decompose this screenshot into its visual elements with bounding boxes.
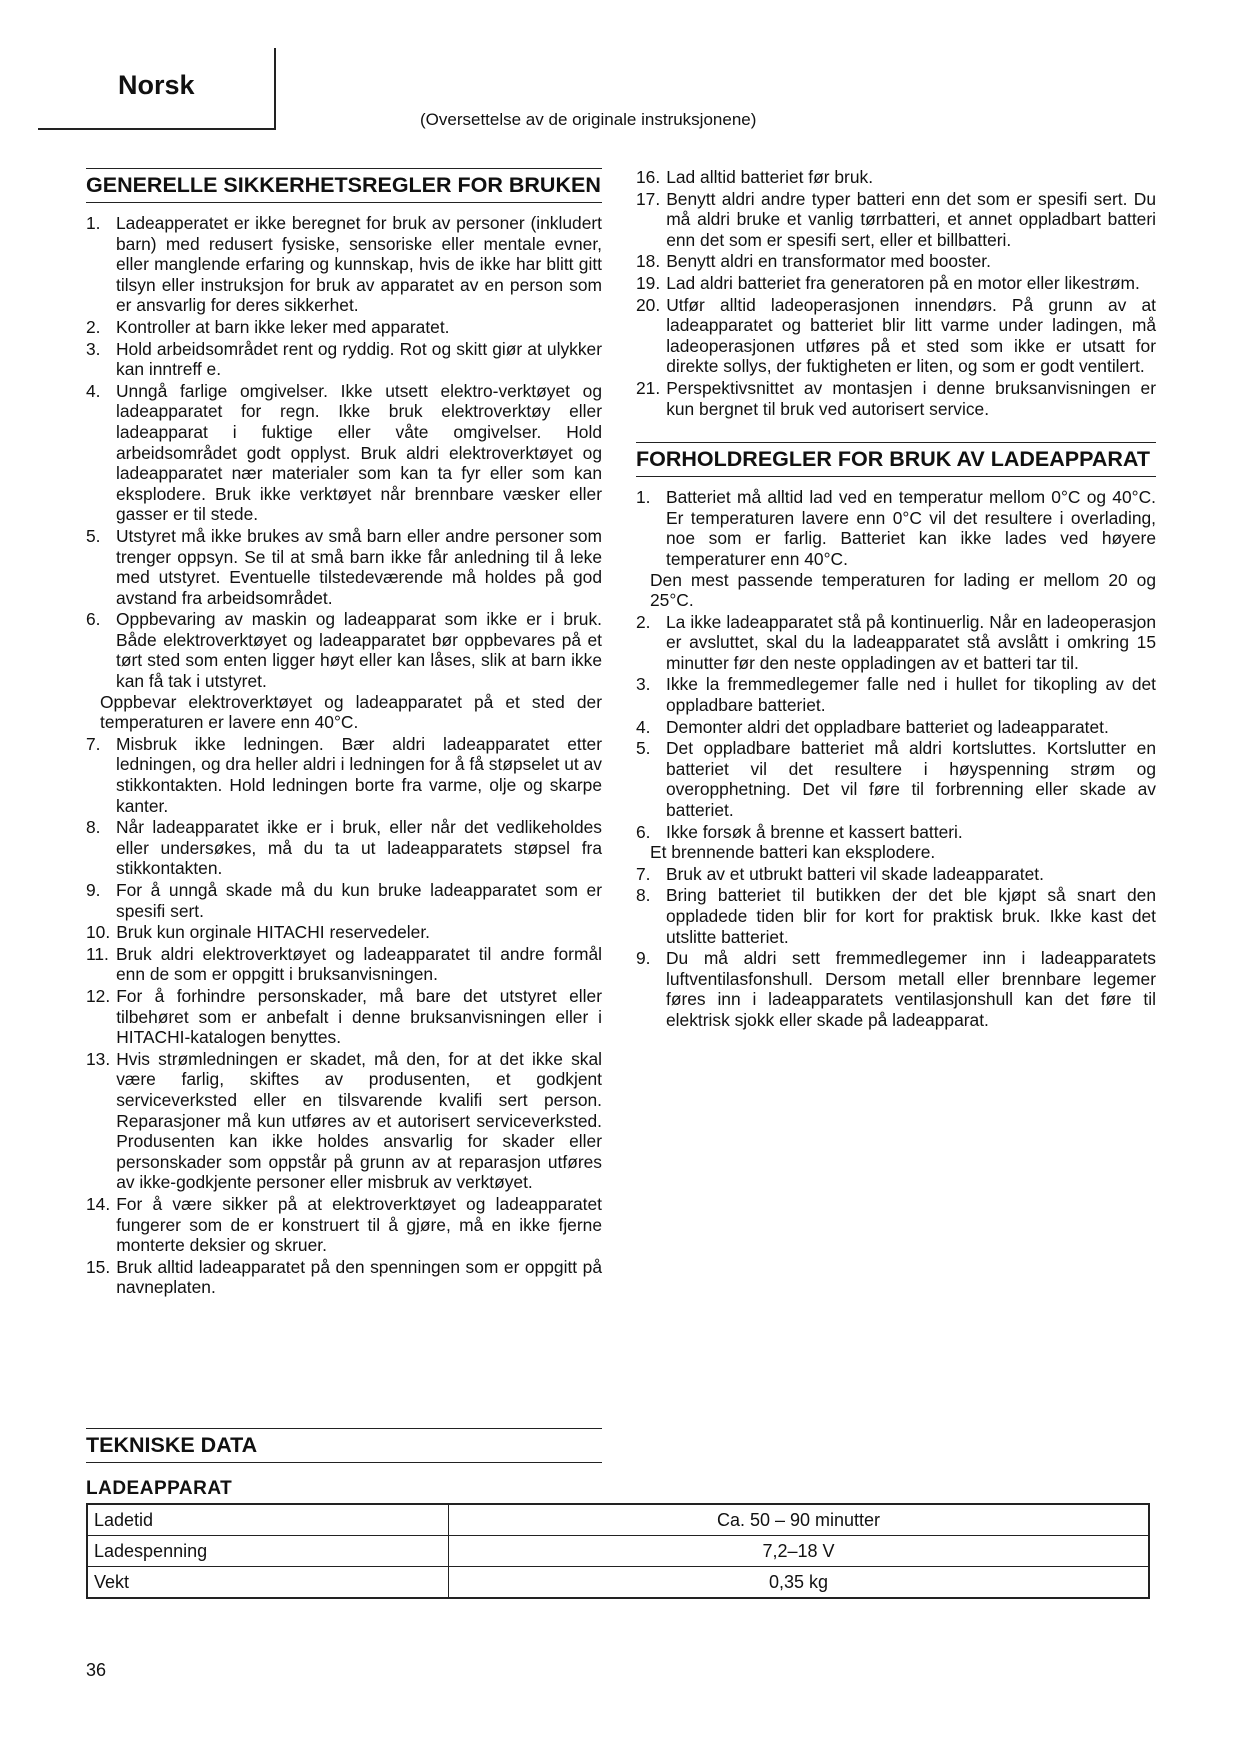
language-tab [38, 48, 276, 130]
spec-value: 7,2–18 V [449, 1536, 1150, 1567]
list-item: 2. Kontroller at barn ikke leker med apparatet. [86, 316, 450, 337]
table-row [87, 1567, 1149, 1599]
spec-table [86, 1503, 1150, 1599]
list-item: 5. Utstyret må ikke brukes av små barn eller andre personer som trenger oppsyn. Se til at små barn ikke får anledning til å leke med utstyret. Eventuelle tilstedeværende må holdes på god avstand fra arbeidsområdet. [86, 525, 602, 608]
technical-data-section [86, 1428, 602, 1471]
list-item: 3. Hold arbeidsområdet rent og ryddig. Rot og skitt giør at ulykker kan inntreff e. [86, 338, 602, 380]
list-item: 4. Demonter aldri det oppladbare batteriet og ladeapparatet. [636, 716, 1109, 737]
list-item: 15. Bruk alltid ladeapparatet på den spenningen som er oppgitt på navneplaten. [86, 1256, 602, 1298]
table-row [87, 1504, 1149, 1536]
spec-label: Ladespenning [87, 1536, 449, 1567]
list-item: 17. Benytt aldri andre typer batteri enn det som er spesifi sert. Du må aldri bruke et vanlig tørrbatteri, et annet oppladbart batteri enn det som er spesifi sert, eller et billbatteri. [636, 188, 1156, 250]
general-rules-heading: GENERELLE SIKKERHETSREGLER FOR BRUKEN [86, 168, 602, 203]
charger-subheading: LADEAPPARAT [86, 1478, 233, 1499]
list-item: 2. La ikke ladeapparatet stå på kontinuerlig. Når en ladeoperasjon er avsluttet, skal du la ladeapparatet stå avslått i omkring 15 minutter før den neste oppladingen av et batteri tar til. [636, 611, 1156, 673]
right-column [636, 167, 1156, 1032]
spec-label: Vekt [87, 1567, 449, 1599]
technical-data-heading: TEKNISKE DATA [86, 1428, 602, 1463]
list-item: 21. Perspektivsnittet av montasjen i denne bruksanvisningen er kun bergnet til bruk ved autorisert service. [636, 377, 1156, 419]
list-item: 8. Når ladeapparatet ikke er i bruk, eller når det vedlikeholdes eller undersøkes, må du ta ut ladeapparatets støpsel fra stikkontakten. [86, 817, 602, 879]
general-rules-list [86, 213, 602, 1298]
table-row [87, 1536, 1149, 1567]
list-item: 13. Hvis strømledningen er skadet, må den, for at det ikke skal være farlig, skiftes av produsenten, et godkjent serviceverksted eller en tilsvarende kvalifi sert person. Reparasjoner må kun utføres av et autorisert serviceverksted. Produsenten kan ikke holdes ansvarlig for skader eller personskader som oppstår på grunn av at reparasjon utføres av ikke-godkjente personer eller misbruk av verktøyet. [86, 1048, 602, 1193]
list-item: 18. Benytt aldri en transformator med booster. [636, 251, 991, 272]
spec-value: Ca. 50 – 90 minutter [449, 1504, 1150, 1536]
list-item: 8. Bring batteriet til butikken der det ble kjøpt så snart den oppladede tiden blir for kort for praktisk bruk. Ikke kast det utslitte batteriet. [636, 885, 1156, 947]
list-item: 6. Ikke forsøk å brenne et kassert batteri. Et brennende batteri kan eksplodere. [636, 821, 963, 863]
list-item: 12. For å forhindre personskader, må bare det utstyret eller tilbehøret som er anbefalt i denne bruksanvisningen eller i HITACHI-katalogen benyttes. [86, 985, 602, 1048]
language-label: Norsk [118, 70, 195, 100]
general-rules-list-continued [636, 167, 1156, 419]
left-column [86, 168, 602, 1299]
charger-precautions-heading: FORHOLDREGLER FOR BRUK AV LADEAPPARAT [636, 442, 1156, 477]
charger-precautions-list [636, 487, 1156, 1030]
list-item: 4. Unngå farlige omgivelser. Ikke utsett elektro-verktøyet og ladeapparatet for regn. Ikke bruk elektroverktøy eller ladeapparat i fuktige eller våte omgivelser. Hold arbeidsområdet godt opplyst. Bruk aldri elektroverktøyet og ladeapparatet nær materialer som kan ta fyr eller som kan eksplodere. Bruk ikke verktøyet når brennbare væsker eller gasser er til stede. [86, 380, 602, 525]
list-item: 1. Ladeapperatet er ikke beregnet for bruk av personer (inkludert barn) med redusert fysiske, sensoriske eller mentale evner, eller manglende erfaring og kunnskap, hvis de ikke har blitt gitt tilsyn eller instruksjon for bruk av apparatet av en person som er ansvarlig for deres sikkerhet. [86, 213, 602, 316]
translation-note: (Oversettelse av de originale instruksjonene) [420, 110, 757, 129]
page-number: 36 [86, 1660, 107, 1680]
list-item: 19. Lad aldri batteriet fra generatoren på en motor eller likestrøm. [636, 272, 1140, 293]
list-item: 14. For å være sikker på at elektroverktøyet og ladeapparatet fungerer som de er konstruert til å gjøre, må en ikke fjerne monterte deksier og skruer. [86, 1193, 602, 1256]
list-item: 5. Det oppladbare batteriet må aldri kortsluttes. Kortslutter en batteriet vil det resultere i høyspenning strøm og overopphetning. Det vil føre til forbrenning eller skade av batteriet. [636, 738, 1156, 821]
list-item: 3. Ikke la fremmedlegemer falle ned i hullet for tikopling av det oppladbare batteriet. [636, 674, 1156, 716]
spec-value: 0,35 kg [449, 1567, 1150, 1599]
list-item: 9. For å unngå skade må du kun bruke ladeapparatet som er spesifi sert. [86, 880, 602, 921]
list-item: 9. Du må aldri sett fremmedlegemer inn i ladeapparatets luftventilasfonshull. Dersom metall eller brennbare legemer føres inn i ladeapparatets ventilasjonshull kan det føre til elektrisk sjokk eller skade på ladeapparat. [636, 948, 1156, 1030]
list-item: 16. Lad alltid batteriet før bruk. [636, 167, 874, 187]
list-item: 1. Batteriet må alltid lad ved en temperatur mellom 0°C og 40°C. Er temperaturen lavere enn 0°C vil det resultere i overlading, noe som er farlig. Batteriet kan ikke lades ved høyere temperaturer enn 40°C. Den mest passende temperaturen for lading er mellom 20 og 25°C. [636, 487, 1156, 611]
list-item: 7. Bruk av et utbrukt batteri vil skade ladeapparatet. [636, 863, 1044, 884]
spec-label: Ladetid [87, 1504, 449, 1536]
list-item: 7. Misbruk ikke ledningen. Bær aldri ladeapparatet etter ledningen, og dra heller aldri i ledningen for å få støpselet ut av stikkontakten. Hold ledningen borte fra varme, olje og skarpe kanter. [86, 733, 602, 816]
list-item: 11. Bruk aldri elektroverktøyet og ladeapparatet til andre formål enn de som er oppgitt i bruksanvisningen. [86, 943, 602, 985]
list-item: 6. Oppbevaring av maskin og ladeapparat som ikke er i bruk. Både elektroverktøyet og ladeapparatet bør oppbevares på et tørt sted som enten ligger høyt eller kan låses, slik at barn ikke kan få tak i utstyret. Oppbevar elektroverktøyet og ladeapparatet på et sted der temperaturen er lavere enn 40°C. [86, 609, 602, 733]
list-item: 10. Bruk kun orginale HITACHI reservedeler. [86, 922, 430, 943]
list-item: 20. Utfør alltid ladeoperasjonen innendørs. På grunn av at ladeapparatet og batteriet blir litt varme under ladingen, må ladeoperasjonen utføres på et sted som ikke er utsatt for direkte sollys, der fuktigheten er liten, og som er godt ventilert. [636, 294, 1156, 377]
